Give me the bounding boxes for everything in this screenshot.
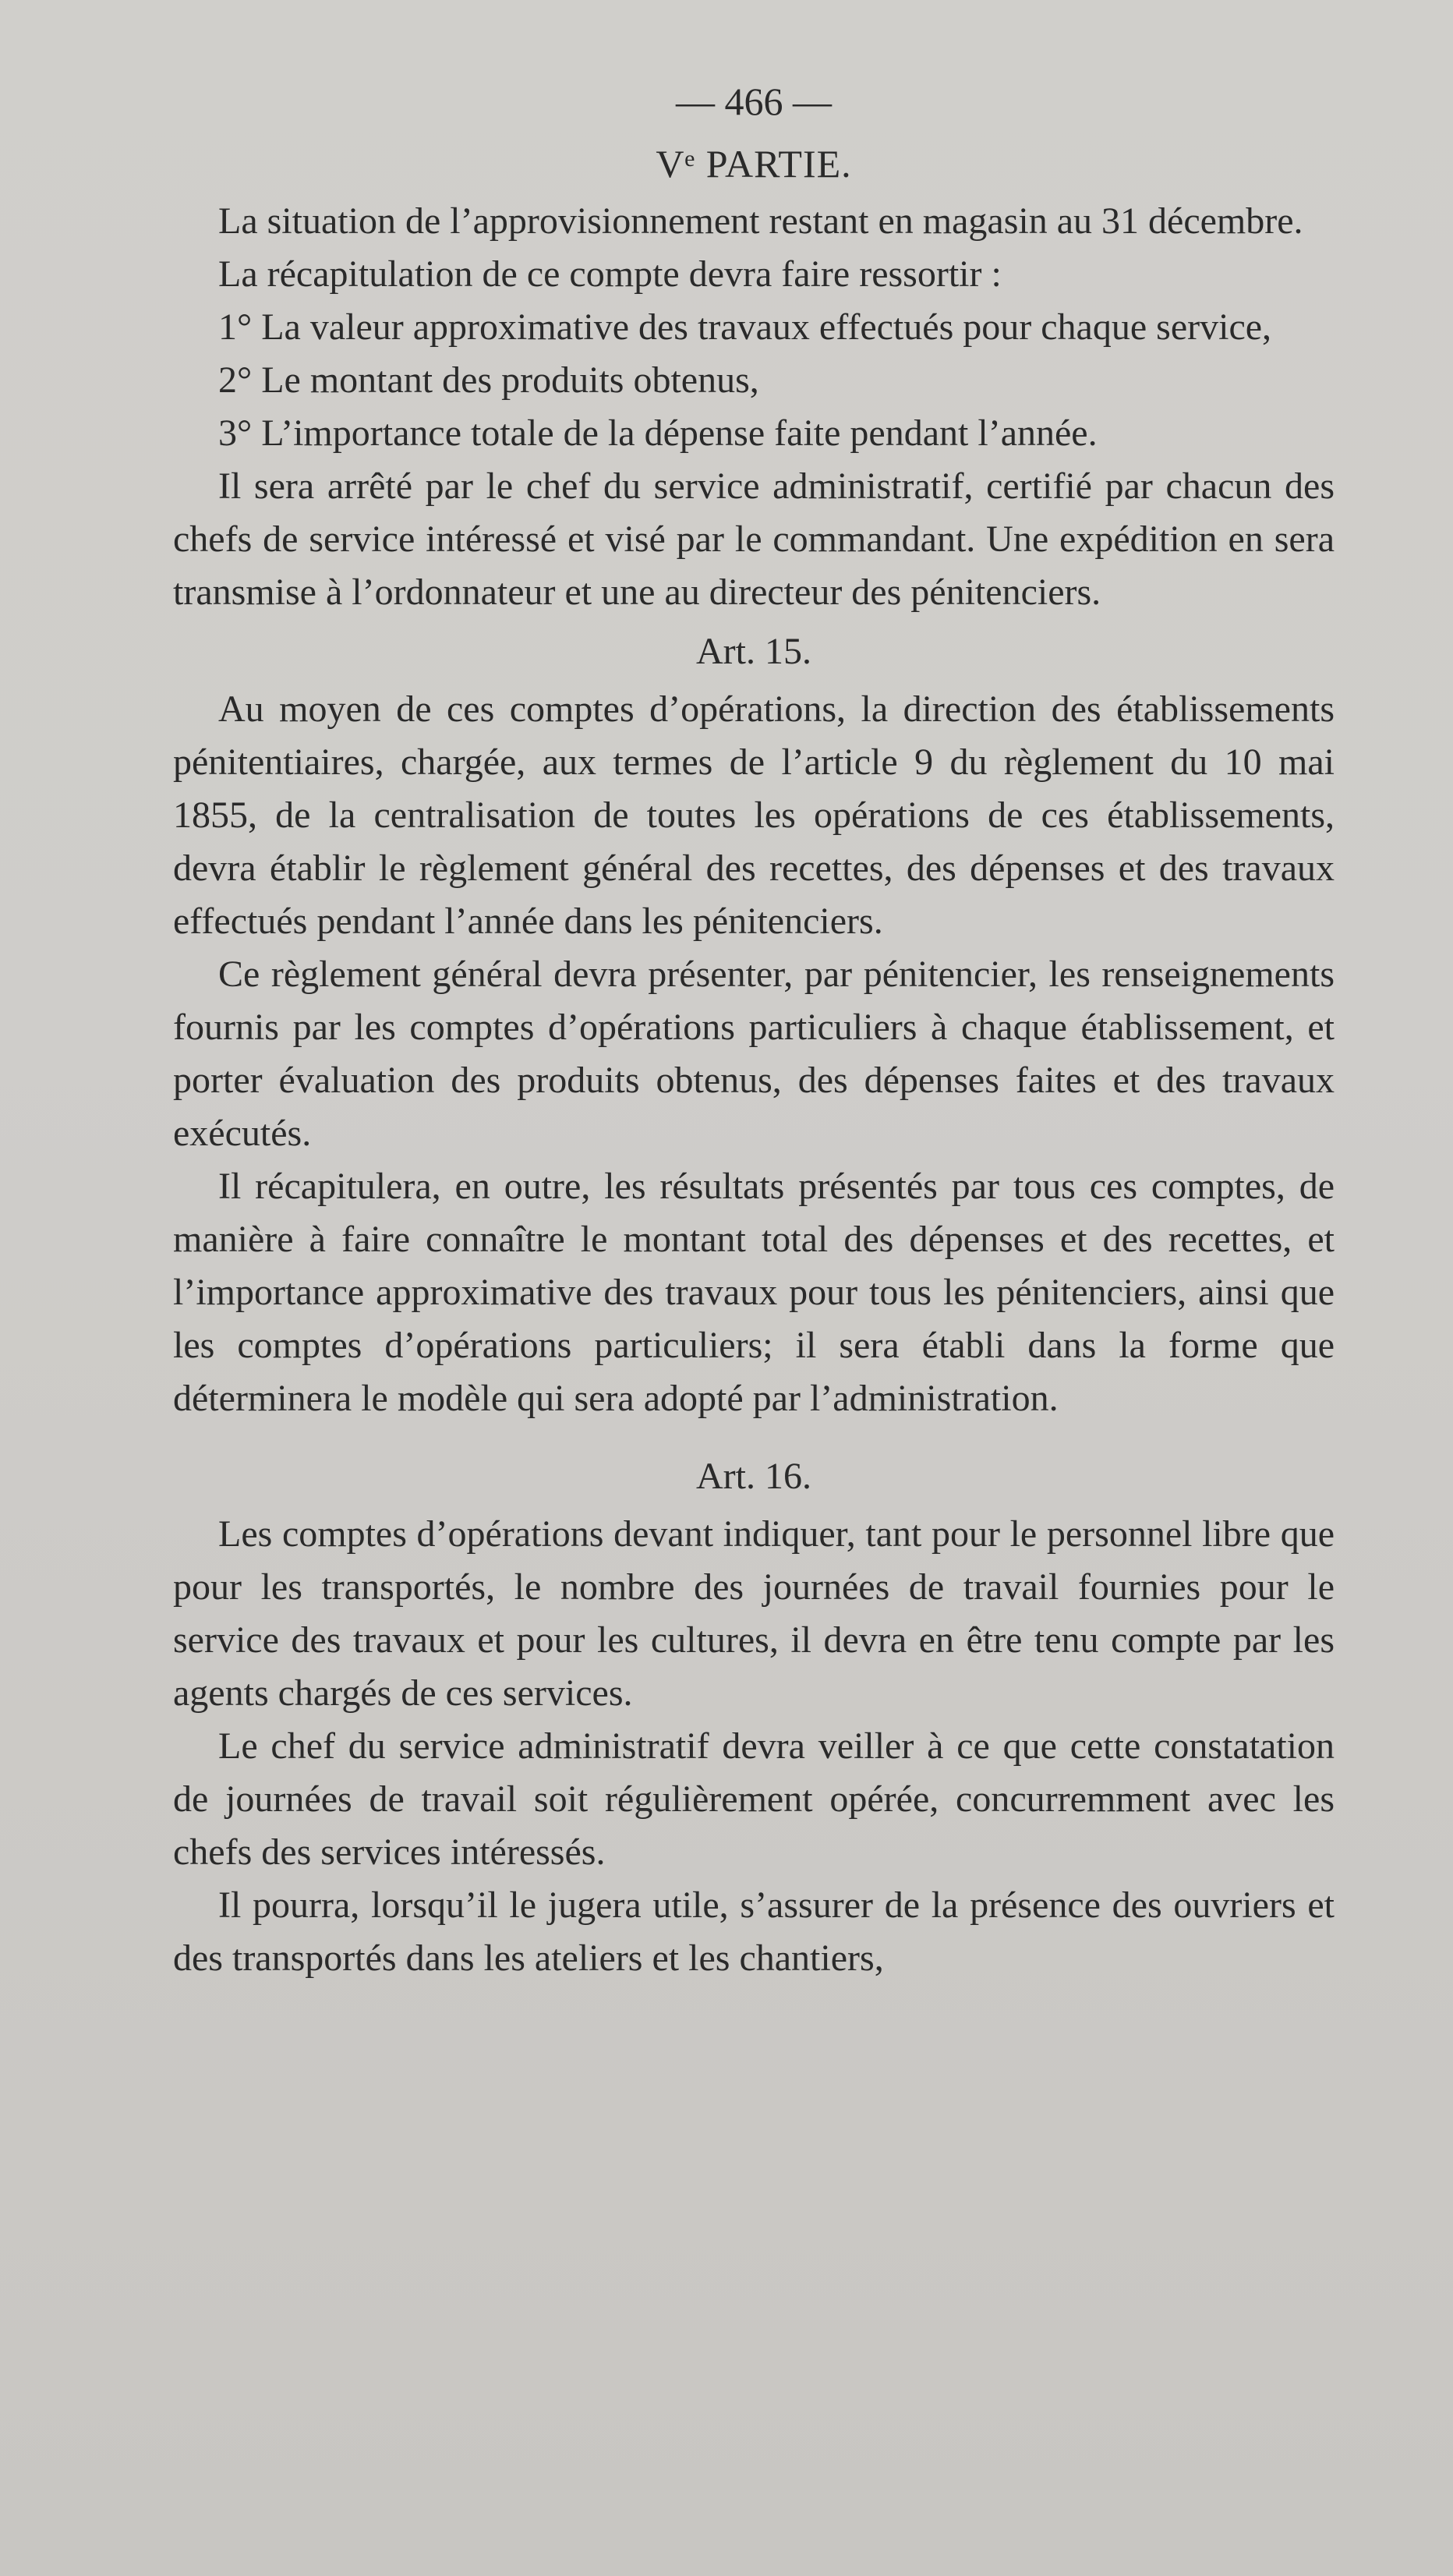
paragraph-recapitulation: La récapitulation de ce compte devra faire ressortir : bbox=[218, 253, 1002, 295]
article-15-paragraph: Il récapitulera, en outre, les résultats présentés par tous ces comptes, de manière à faire connaître le montant total des dépenses et des recettes, et l’importance approximative des travaux pour tous les pénitenciers, ainsi que les comptes d’opérations particuliers; il sera établi dans la forme que déterminera le modèle qui sera adopté par l’administration. bbox=[173, 1166, 1335, 1419]
paragraph-arrete: Il sera arrêté par le chef du service administratif, certifié par chacun des chefs de service intéressé et visé par le commandant. Une expédition en sera transmise à l’ordonnateur et une au directeur des pénitenciers. bbox=[173, 465, 1335, 613]
article-15-paragraph: Au moyen de ces comptes d’opérations, la direction des établissements pénitentiaires, chargée, aux termes de l’article 9 du règlement du 10 mai 1855, de la centralisation de toutes les opérations de ces établissements, devra établir le règlement général des recettes, des dépenses et des travaux effectués pendant l’année dans les pénitenciers. bbox=[173, 688, 1335, 942]
paragraph-item-2: 2° Le montant des produits obtenus, bbox=[218, 359, 759, 401]
page-text-column bbox=[173, 75, 1335, 1985]
section-spacer bbox=[173, 1425, 1335, 1444]
article-16-paragraph: Il pourra, lorsqu’il le jugera utile, s’assurer de la présence des ouvriers et des transportés dans les ateliers et les chantiers, bbox=[173, 1884, 1335, 1979]
part-heading: Vᵉ PARTIE. bbox=[656, 142, 852, 186]
paragraph-situation: La situation de l’approvisionnement restant en magasin au 31 décembre. bbox=[218, 200, 1303, 242]
article-15-paragraph: Ce règlement général devra présenter, par pénitencier, les renseignements fournis par les comptes d’opérations particuliers à chaque établissement, et porter évaluation des produits obtenus, des dépenses faites et des travaux exécutés. bbox=[173, 954, 1335, 1154]
page-number: — 466 — bbox=[676, 80, 832, 123]
paragraph-item-1: 1° La valeur approximative des travaux effectués pour chaque service, bbox=[218, 306, 1272, 348]
article-16-heading: Art. 16. bbox=[696, 1456, 811, 1497]
article-15-heading: Art. 15. bbox=[696, 631, 811, 672]
paragraph-item-3: 3° L’importance totale de la dépense faite pendant l’année. bbox=[218, 412, 1098, 454]
article-16-paragraph: Le chef du service administratif devra veiller à ce que cette constatation de journées de travail soit régulièrement opérée, concurremment avec les chefs des services intéressés. bbox=[173, 1725, 1335, 1873]
article-16-paragraph: Les comptes d’opérations devant indiquer, tant pour le personnel libre que pour les transportés, le nombre des journées de travail fournies pour le service des travaux et pour les cultures, il devra en être tenu compte par les agents chargés de ces services. bbox=[173, 1513, 1335, 1714]
